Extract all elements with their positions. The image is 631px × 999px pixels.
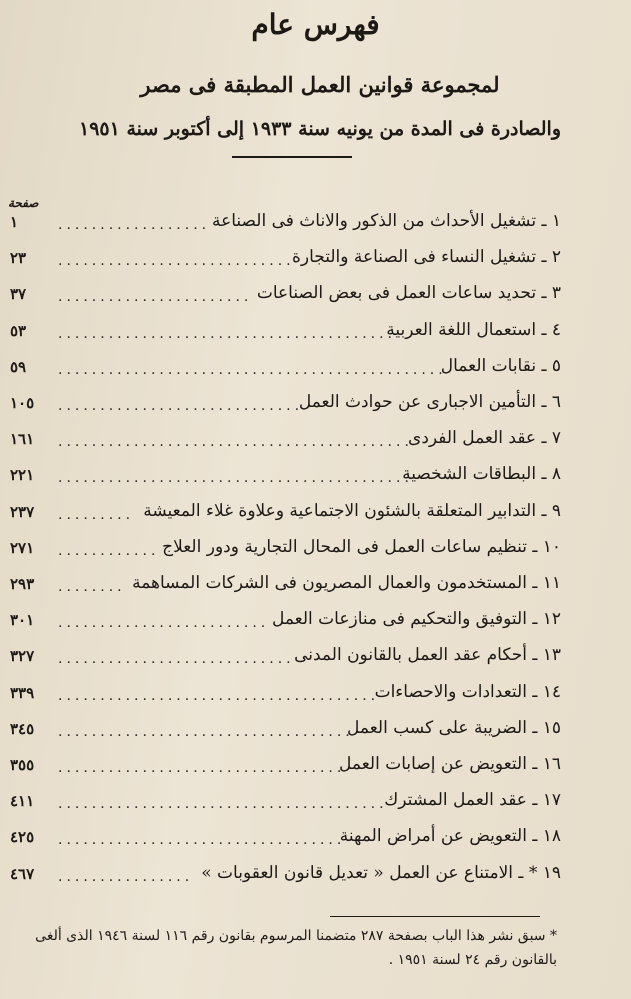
toc-entry-title: ١٠ ـ تنظيم ساعات العمل فى المحال التجارية ودور العلاج [162,536,561,557]
toc-entry-page-number: ١٦١ [10,430,35,449]
toc-entry-title: ٧ ـ عقد العمل الفردى [408,428,561,449]
toc-entry-title: ٥ ـ نقابات العمال [440,355,561,376]
toc-entry-title: ١٤ ـ التعدادات والاحصاءات [374,681,561,702]
toc-entry-page-number: ٣٢٧ [10,647,35,666]
page-subtitle-date-range: والصادرة فى المدة من يونيه سنة ١٩٣٣ إلى أكتوبر سنة ١٩٥١ [79,118,561,140]
toc-leader-dots: ............ [58,542,160,559]
toc-leader-dots: .................................. [58,832,346,849]
toc-leader-dots: ........................................ [58,325,397,342]
toc-entry-page-number: ١٠٥ [10,394,35,412]
toc-entry-title: ١٨ ـ التعويض عن أمراض المهنة [339,826,561,847]
toc-entry-title: ١٦ ـ التعويض عن إصابات العمل [339,754,561,774]
toc-entry-page-number: ٤٢٥ [10,828,35,847]
toc-entry-page-number: ٣٤٥ [10,719,35,738]
footnote-line: بالقانون رقم ٢٤ لسنة ١٩٥١ . [388,952,557,968]
toc-entry-title: ١٧ ـ عقد العمل المشترك [384,790,561,811]
toc-entry [0,822,631,854]
page-title: فهرس عام [251,8,380,41]
toc-leader-dots: ....................................... [58,796,388,813]
toc-entry [0,388,631,420]
toc-entry-page-number: ٤١١ [10,792,35,811]
toc-leader-dots: ......................... [58,615,270,632]
toc-leader-dots: ....................... [58,289,253,306]
toc-leader-dots: ........ [58,579,126,595]
toc-entry-title: ١٩ * ـ الامتناع عن العمل « تعديل قانون العقوبات » [201,862,561,883]
toc-entry [0,316,631,348]
toc-entry [0,786,631,818]
toc-leader-dots: .................................. [58,760,346,776]
toc-leader-dots: ............................ [58,253,295,270]
toc-entry [0,678,631,710]
toc-entry-title: ٢ ـ تشغيل النساء فى الصناعة والتجارة [291,247,561,268]
toc-entry [0,243,631,275]
toc-leader-dots: .......................................... [58,434,413,451]
toc-entry [0,714,631,746]
toc-entry-page-number: ٥٩ [10,357,27,376]
toc-leader-dots: ............................ [58,651,295,668]
toc-entry-title: ١١ ـ المستخدمون والعمال المصريون فى الشركات المساهمة [132,573,561,593]
footnote-divider [330,916,540,917]
toc-entry-title: ٤ ـ استعمال اللغة العربية [386,319,561,340]
toc-entry-page-number: ٤٦٧ [10,864,35,883]
toc-entry [0,859,631,891]
toc-leader-dots: ......... [58,506,135,523]
toc-entry [0,641,631,673]
toc-entry-page-number: ٣٣٩ [10,683,35,702]
toc-leader-dots: .......................................... [58,470,413,487]
title-divider [232,156,352,158]
toc-entry-title: ٦ ـ التأمين الاجبارى عن حوادث العمل [298,392,561,412]
toc-leader-dots: ................ [58,868,194,885]
toc-entry-page-number: ٢٧١ [10,538,35,557]
toc-entry [0,497,631,529]
footnote-line: * سبق نشر هذا الباب بصفحة ٢٨٧ متضمنا المرسوم بقانون رقم ١١٦ لسنة ١٩٤٦ الذى ألغى [35,928,557,944]
footnote [17,924,557,972]
toc-entry [0,424,631,456]
toc-entry [0,352,631,384]
toc-entry-title: ١٥ ـ الضريبة على كسب العمل [347,717,561,738]
toc-entry [0,605,631,637]
toc-entry-page-number: ٥٣ [10,321,27,340]
toc-leader-dots: ...................................... [58,687,380,704]
toc-entry-title: ٨ ـ البطاقات الشخصية [402,464,561,485]
page-subtitle: لمجموعة قوانين العمل المطبقة فى مصر [140,72,500,97]
toc-entry-page-number: ٢٣٧ [10,502,35,521]
toc-leader-dots: ............................. [58,398,304,414]
toc-entry [0,279,631,311]
toc-entry-title: ٩ ـ التدابير المتعلقة بالشئون الاجتماعية وعلاوة غلاء المعيشة [143,500,561,521]
toc-entry-title: ١٢ ـ التوفيق والتحكيم فى منازعات العمل [271,609,561,630]
toc-entry [0,569,631,601]
toc-entry-title: ١ ـ تشغيل الأحداث من الذكور والاناث فى الصناعة [211,211,561,231]
toc-entry-title: ٣ ـ تحديد ساعات العمل فى بعض الصناعات [256,283,561,304]
toc-entry-page-number: ٣٥٥ [10,756,35,774]
toc-entry [0,533,631,565]
toc-entry-page-number: ٣٠١ [10,611,35,630]
toc-entry-page-number: ٢٣ [10,249,27,268]
toc-entry-page-number: ٢٩٣ [10,575,35,593]
toc-leader-dots: .............................................. [58,361,447,378]
toc-entry-page-number: ٣٧ [10,285,27,304]
toc-entry [0,750,631,782]
toc-leader-dots: .................. [58,217,211,233]
toc-entry [0,460,631,492]
toc-entry [0,207,631,239]
page-column-header: صفحة [8,196,39,210]
toc-entry-title: ١٣ ـ أحكام عقد العمل بالقانون المدنى [294,645,561,666]
toc-leader-dots: ................................... [58,723,354,740]
toc-entry-page-number: ٢٢١ [10,466,35,485]
toc-entry-page-number: ١ [10,213,19,231]
